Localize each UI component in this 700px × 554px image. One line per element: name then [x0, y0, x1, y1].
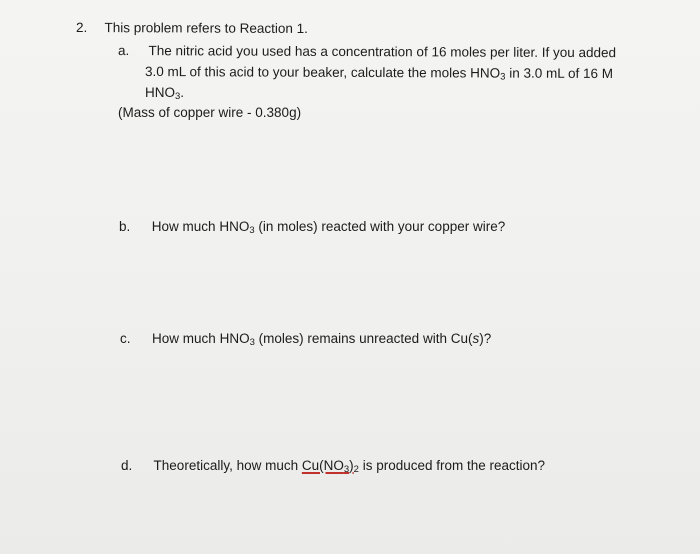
part-a-line-1 — [118, 43, 616, 61]
part-a-line-2: 3.0 mL of this acid to your beaker, calculate the moles $HNO_3$ in 3.0 mL of 16 M — [144, 64, 614, 83]
problem-header — [76, 20, 308, 37]
part-c-question: c. How much $HNO_3$ (moles) remains unreacted with Cu(s)? — [120, 331, 492, 348]
part-b-question: b. How much $HNO_3$ (in moles) reacted with your copper wire? — [119, 219, 506, 236]
part-a-line-3: $HNO_3$. — [145, 85, 185, 102]
copper-nitrate-formula: $Cu(NO_3)$ — [301, 458, 354, 475]
part-a-marker: a. — [117, 43, 130, 59]
part-a-text-1: The nitric acid you used has a concentration of 16 moles per liter. If you added — [148, 43, 617, 61]
part-c-marker: c. — [120, 331, 131, 346]
part-d-question: d. Theoretically, how much $Cu(NO_3)_2$ is produced from the reaction? — [121, 458, 546, 475]
problem-intro: This problem refers to Reaction 1. — [104, 20, 308, 37]
part-b-marker: b. — [119, 219, 131, 234]
part-a-mass-note: (Mass of copper wire - 0.380g) — [118, 105, 302, 120]
part-d-marker: d. — [121, 458, 133, 473]
problem-number: 2. — [75, 20, 88, 36]
